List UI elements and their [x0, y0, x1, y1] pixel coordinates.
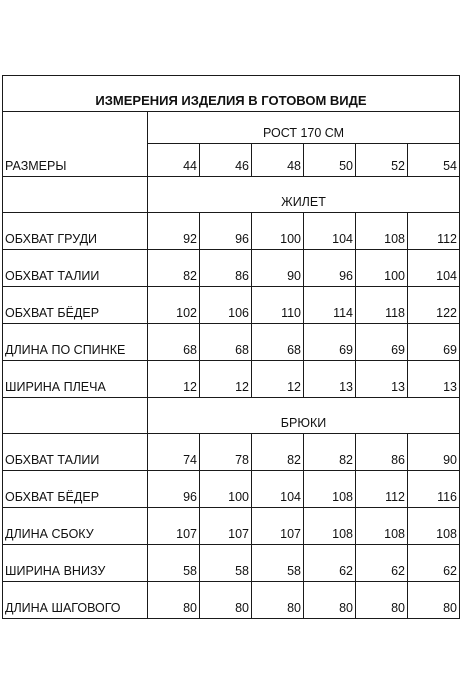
- measure-value: 62: [304, 545, 356, 582]
- measure-value: 110: [252, 287, 304, 324]
- measure-value: 82: [304, 434, 356, 471]
- measure-label: ШИРИНА ПЛЕЧА: [3, 361, 148, 398]
- measure-value: 96: [304, 250, 356, 287]
- section-spacer: [3, 177, 148, 213]
- height-row: [3, 112, 460, 144]
- table-row: [3, 471, 460, 508]
- measure-value: 62: [356, 545, 408, 582]
- measure-value: 104: [252, 471, 304, 508]
- measure-value: 108: [356, 508, 408, 545]
- section-spacer: [3, 398, 148, 434]
- table-row: [3, 361, 460, 398]
- measure-value: 62: [408, 545, 460, 582]
- measure-value: 106: [200, 287, 252, 324]
- measure-value: 100: [200, 471, 252, 508]
- height-label: РОСТ 170 СМ: [148, 112, 460, 144]
- measure-value: 58: [200, 545, 252, 582]
- size-cell: 46: [200, 144, 252, 177]
- measure-label: ДЛИНА ПО СПИНКЕ: [3, 324, 148, 361]
- table-row: [3, 434, 460, 471]
- size-cell: 50: [304, 144, 356, 177]
- sizes-label: РАЗМЕРЫ: [3, 112, 148, 177]
- measure-value: 80: [252, 582, 304, 619]
- measure-value: 92: [148, 213, 200, 250]
- measure-value: 12: [148, 361, 200, 398]
- measure-value: 108: [408, 508, 460, 545]
- measure-label: ДЛИНА СБОКУ: [3, 508, 148, 545]
- table-row: [3, 287, 460, 324]
- measure-label: ОБХВАТ ТАЛИИ: [3, 434, 148, 471]
- measure-label: ШИРИНА ВНИЗУ: [3, 545, 148, 582]
- measure-value: 96: [148, 471, 200, 508]
- measure-value: 108: [304, 471, 356, 508]
- measure-value: 74: [148, 434, 200, 471]
- table-row: [3, 250, 460, 287]
- measure-value: 68: [200, 324, 252, 361]
- measure-value: 118: [356, 287, 408, 324]
- table-row: [3, 545, 460, 582]
- measure-value: 107: [148, 508, 200, 545]
- size-cell: 44: [148, 144, 200, 177]
- measure-value: 122: [408, 287, 460, 324]
- measure-value: 80: [356, 582, 408, 619]
- measure-label: ОБХВАТ ТАЛИИ: [3, 250, 148, 287]
- measure-value: 112: [356, 471, 408, 508]
- measure-value: 116: [408, 471, 460, 508]
- measure-value: 107: [252, 508, 304, 545]
- section-title: БРЮКИ: [148, 398, 460, 434]
- size-chart-table: [2, 75, 460, 619]
- measure-value: 104: [408, 250, 460, 287]
- measure-value: 12: [200, 361, 252, 398]
- size-cell: 52: [356, 144, 408, 177]
- measure-label: ОБХВАТ БЁДЕР: [3, 471, 148, 508]
- measure-value: 96: [200, 213, 252, 250]
- table-title: ИЗМЕРЕНИЯ ИЗДЕЛИЯ В ГОТОВОМ ВИДЕ: [3, 76, 460, 112]
- measure-value: 108: [356, 213, 408, 250]
- measure-label: ОБХВАТ ГРУДИ: [3, 213, 148, 250]
- title-row: [3, 76, 460, 112]
- table-row: [3, 508, 460, 545]
- measure-value: 86: [356, 434, 408, 471]
- table-row: [3, 582, 460, 619]
- measure-value: 100: [252, 213, 304, 250]
- measure-value: 68: [252, 324, 304, 361]
- measure-label: ОБХВАТ БЁДЕР: [3, 287, 148, 324]
- measure-value: 80: [148, 582, 200, 619]
- measure-value: 58: [148, 545, 200, 582]
- section-header-row: [3, 398, 460, 434]
- measure-value: 69: [356, 324, 408, 361]
- measure-value: 13: [304, 361, 356, 398]
- measure-value: 68: [148, 324, 200, 361]
- measure-value: 100: [356, 250, 408, 287]
- measure-value: 80: [304, 582, 356, 619]
- measure-value: 90: [252, 250, 304, 287]
- section-header-row: [3, 177, 460, 213]
- measure-label: ДЛИНА ШАГОВОГО: [3, 582, 148, 619]
- measure-value: 12: [252, 361, 304, 398]
- table-row: [3, 324, 460, 361]
- measure-value: 13: [356, 361, 408, 398]
- measure-value: 102: [148, 287, 200, 324]
- measure-value: 108: [304, 508, 356, 545]
- measure-value: 58: [252, 545, 304, 582]
- measure-value: 80: [408, 582, 460, 619]
- measure-value: 86: [200, 250, 252, 287]
- measure-value: 13: [408, 361, 460, 398]
- measure-value: 114: [304, 287, 356, 324]
- measure-value: 78: [200, 434, 252, 471]
- table-row: [3, 213, 460, 250]
- measure-value: 112: [408, 213, 460, 250]
- measure-value: 69: [304, 324, 356, 361]
- measure-value: 82: [252, 434, 304, 471]
- measure-value: 80: [200, 582, 252, 619]
- section-title: ЖИЛЕТ: [148, 177, 460, 213]
- measure-value: 104: [304, 213, 356, 250]
- measure-value: 107: [200, 508, 252, 545]
- measure-value: 90: [408, 434, 460, 471]
- measure-value: 69: [408, 324, 460, 361]
- size-cell: 54: [408, 144, 460, 177]
- measure-value: 82: [148, 250, 200, 287]
- size-cell: 48: [252, 144, 304, 177]
